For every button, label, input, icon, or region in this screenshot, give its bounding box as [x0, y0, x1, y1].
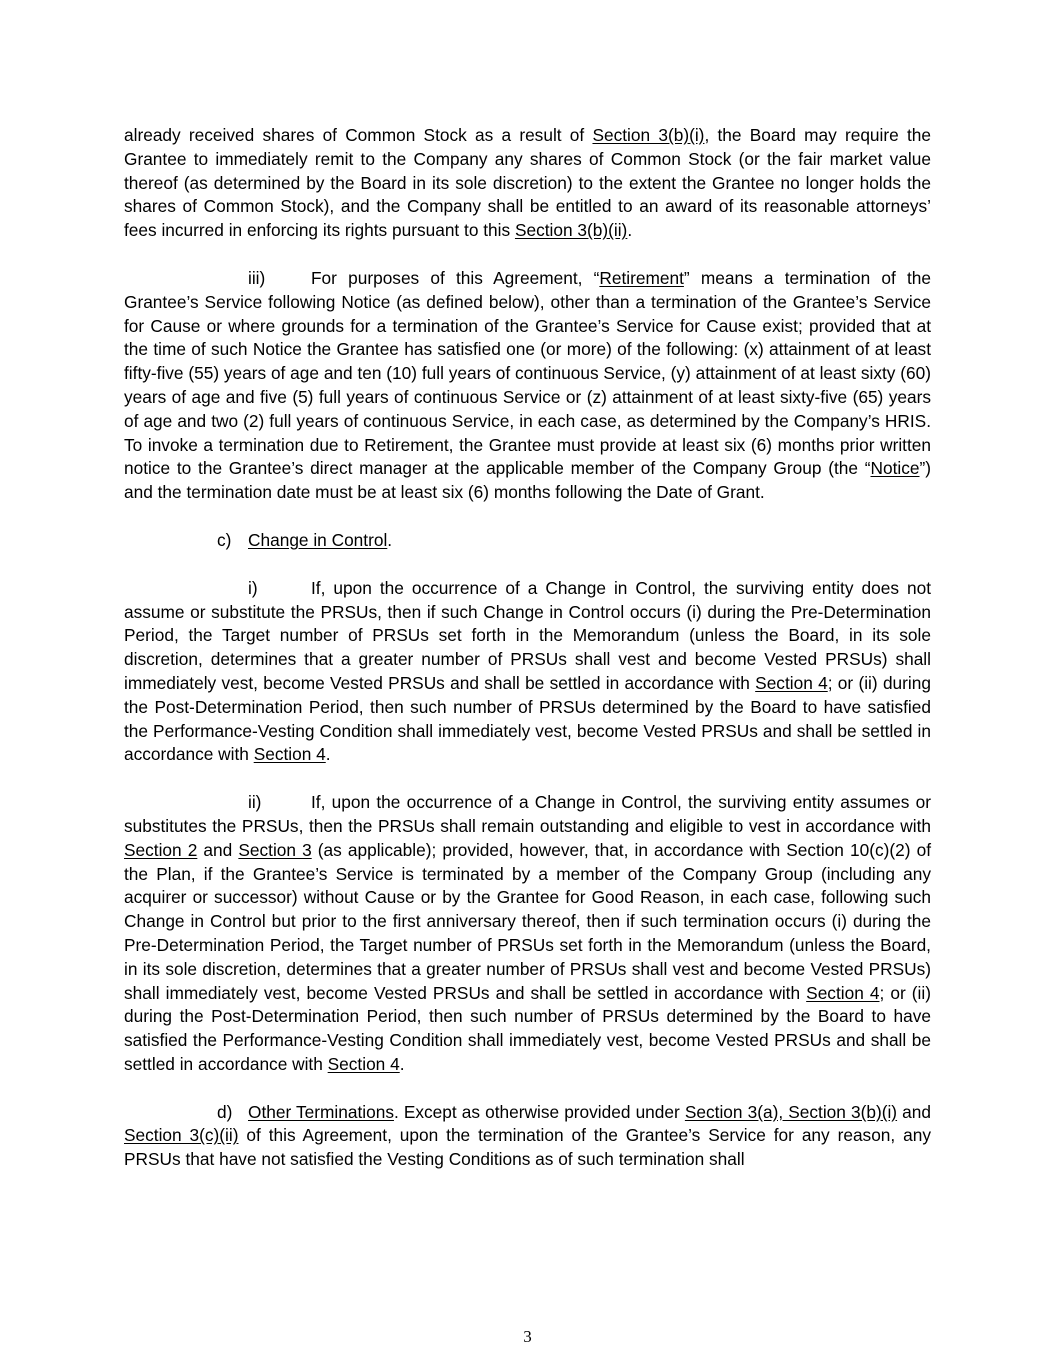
- section-reference: Section 4: [806, 982, 880, 1003]
- section-reference: Section 3(c)(ii): [124, 1125, 239, 1146]
- document-body: [124, 124, 931, 1172]
- paragraph-continuation: [124, 124, 931, 243]
- text-run: If, upon the occurrence of a Change in Control, the surviving entity does not assume or substitute the PRSUs, then if such Change in Control occurs (i) during the Pre-Determination Period, the Target number of PRSUs set forth in the Memorandum (unless the Board, in its sole discretion, determines that a greater number of PRSUs shall vest and become Vested PRSUs) shall immediately vest, become Vested PRSUs and shall be settled in accordance with: [124, 577, 931, 693]
- text-run: and: [897, 1101, 931, 1122]
- paragraph-cic-not-assumed: [124, 577, 931, 767]
- text-run: ; or (ii) during the Post-Determination Period, then such number of PRSUs determined by the Board to have satisfied the Performance-Vesting Condition shall immediately vest, become Vested PRSUs and shall be settled in accordance with: [124, 982, 931, 1074]
- text-run: .: [387, 529, 393, 550]
- section-heading-change-in-control: [124, 529, 931, 553]
- text-run: For purposes of this Agreement, “: [311, 267, 600, 288]
- clause-label: c): [217, 529, 232, 550]
- clause-label: d): [217, 1101, 233, 1122]
- text-run: of this Agreement, upon the termination of the Grantee’s Service for any reason, any PRSUs that have not satisfied the Vesting Conditions as of such termination shall: [124, 1125, 931, 1170]
- text-run: (as applicable); provided, however, that, in accordance with Section 10(c)(2) of the Plan, if the Grantee’s Service is terminated by a member of the Company Group (including any acquirer or successor) without Cause or by the Grantee for Good Reason, in each case, following such Change in Control but prior to the first anniversary thereof, then if such termination occurs (i) during the Pre-Determination Period, the Target number of PRSUs set forth in the Memorandum (unless the Board, in its sole discretion, determines that a greater number of PRSUs shall vest and become Vested PRSUs) shall immediately vest, become Vested PRSUs and shall be settled in accordance with: [124, 839, 931, 1003]
- section-heading: Other Terminations: [248, 1101, 394, 1122]
- text-run: .: [627, 220, 633, 241]
- text-run: .: [325, 744, 331, 765]
- section-reference: Section 3(a), Section 3(b)(i): [684, 1101, 898, 1122]
- section-reference: Section 4: [253, 744, 326, 765]
- section-reference: Section 4: [755, 672, 828, 693]
- text-run: and: [197, 839, 239, 860]
- clause-label: i): [248, 577, 258, 598]
- page-number: 3: [523, 1327, 532, 1346]
- text-run: .: [399, 1053, 405, 1074]
- text-run: ” means a termination of the Grantee’s Service following Notice (as defined below), other than a termination of the Grantee’s Service for Cause or where grounds for a termination of the Grantee’s Service for Cause exist; provided that at the time of such Notice the Grantee has satisfied one (or more) of the following: (x) attainment of at least fifty-five (55) years of age and ten (10) full years of continuous Service, (y) attainment of at least sixty (60) years of age and five (5) full years of continuous Service or (z) attainment of at least sixty-five (65) years of age and two (2) full years of continuous Service, in each case, as determined by the Company’s HRIS. To invoke a termination due to Retirement, the Grantee must provide at least six (6) months prior written notice to the Grantee’s direct manager at the applicable member of the Company Group (the “: [124, 267, 931, 479]
- text-run: already received shares of Common Stock as a result of: [124, 125, 593, 145]
- clause-label: iii): [248, 267, 266, 288]
- section-reference: Section 2: [124, 839, 198, 860]
- text-run: ”) and the termination date must be at least six (6) months following the Date of Grant.: [124, 458, 931, 503]
- section-heading: Change in Control: [248, 529, 388, 550]
- paragraph-other-terminations: [124, 1101, 931, 1172]
- defined-term: Notice: [870, 458, 920, 479]
- text-run: . Except as otherwise provided under: [393, 1101, 685, 1122]
- section-reference: Section 3(b)(i): [592, 125, 705, 145]
- defined-term: Retirement: [599, 267, 684, 288]
- clause-label: ii): [248, 792, 262, 813]
- text-run: ; or (ii) during the Post-Determination Period, then such number of PRSUs determined by the Board to have satisfied the Performance-Vesting Condition shall immediately vest, become Vested PRSUs and shall be settled in accordance with: [124, 672, 931, 765]
- paragraph-cic-assumed: [124, 791, 931, 1077]
- section-reference: Section 3: [238, 839, 312, 860]
- text-run: If, upon the occurrence of a Change in Control, the surviving entity assumes or substitutes the PRSUs, then the PRSUs shall remain outstanding and eligible to vest in accordance with: [124, 792, 931, 836]
- section-reference: Section 3(b)(ii): [514, 220, 628, 241]
- section-reference: Section 4: [327, 1053, 400, 1074]
- text-run: , the Board may require the Grantee to immediately remit to the Company any shares of Common Stock (or the fair market value thereof (as determined by the Board in its sole discretion) to the extent the Grantee no longer holds the shares of Common Stock), and the Company shall be entitled to an award of its reasonable attorneys’ fees incurred in enforcing its rights pursuant to this: [124, 125, 931, 241]
- paragraph-retirement: [124, 267, 931, 505]
